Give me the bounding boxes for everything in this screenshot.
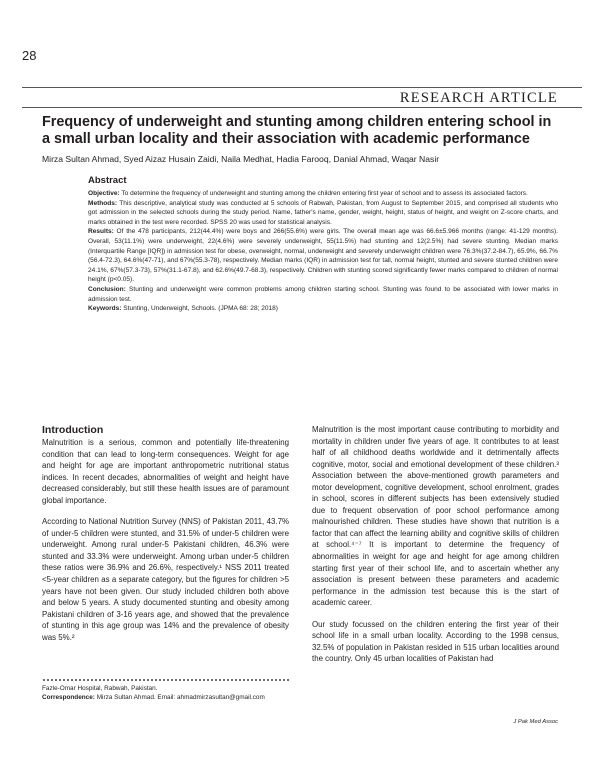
header-rule-top bbox=[22, 87, 582, 88]
header-rule-bottom bbox=[22, 107, 582, 108]
introduction-heading: Introduction bbox=[42, 424, 104, 436]
right-column bbox=[312, 424, 559, 665]
journal-footer: J Pak Med Assoc bbox=[513, 719, 558, 725]
objective-label: Objective: bbox=[88, 190, 120, 197]
abstract-keywords bbox=[88, 304, 558, 314]
intro-paragraph-2: According to National Nutrition Survey (NNS) of Pakistan 2011, 43.7% of under-5 children were stunted, and 31.5% of under-5 children were underweight. Among rural under-5 Pakistani children, 46.3% were stunted and 33.3% were underweight. Among urban under-5 children these ratios were 36.9% and 26.6%, respectively.¹ NSS 2011 treated <5-year children as a separate category, but the figures for children >5 years have not been given. Our study included children both above and below 5 years. A study documented stunting and obesity among Pakistani children of 3-16 years age, and showed that the prevalence of stunting in this age group was 14% and the prevalence of obesity was 5%.² bbox=[42, 517, 289, 642]
abstract-results bbox=[88, 227, 558, 285]
footnote-separator bbox=[42, 679, 289, 681]
article-title: Frequency of underweight and stunting among children entering school in a small urban locality and their association with academic performance bbox=[42, 114, 552, 147]
correspondence-text: Mirza Sultan Ahmad. Email: ahmadmirzasultan@gmail.com bbox=[94, 694, 265, 702]
correspondence-label: Correspondence: bbox=[42, 694, 95, 702]
footnote bbox=[42, 684, 302, 703]
abstract-conclusion bbox=[88, 285, 558, 304]
page-number: 28 bbox=[22, 48, 37, 63]
section-label: RESEARCH ARTICLE bbox=[399, 90, 558, 106]
affiliation: Fazle-Omar Hospital, Rabwah, Pakistan. bbox=[42, 685, 158, 692]
abstract-objective bbox=[88, 189, 558, 199]
abstract bbox=[88, 175, 558, 314]
conclusion-label: Conclusion: bbox=[88, 285, 126, 293]
methods-label: Methods: bbox=[88, 199, 118, 207]
intro-paragraph-4: Our study focussed on the children entering the first year of their school life in a small urban locality. According to the 1998 census, 32.5% of population in Pakistan resided in 515 urban localities around the country. Only 45 urban localities of Pakistan had bbox=[312, 619, 559, 664]
keywords-label: Keywords: bbox=[88, 305, 122, 313]
intro-paragraph-1: Malnutrition is a serious, common and potentially life-threatening condition that can lead to long-term consequences. Weight for age and height for age are important anthropometric nutritional status indices. In recent decades, abnormalities of weight and height have decreased considerably, but still these health issues are of paramount global importance. bbox=[42, 438, 289, 505]
objective-text: To determine the frequency of underweight and stunting among the children entering first year of school and to assess its associated factors. bbox=[119, 190, 528, 197]
conclusion-text: Stunting and underweight were common problems among children starting school. Stunting was found to be associated with lower marks in admission test. bbox=[88, 285, 558, 303]
abstract-methods bbox=[88, 199, 558, 228]
author-list: Mirza Sultan Ahmad, Syed Aizaz Husain Zaidi, Naila Medhat, Hadia Farooq, Danial Ahmad, Waqar Nasir bbox=[42, 154, 440, 164]
correspondence bbox=[42, 693, 302, 702]
results-text: Of the 478 participants, 212(44.4%) were boys and 266(55.6%) were girls. The overall mean age was 66.6±5.966 months (range: 41-129 months). Overall, 53(11.1%) were underweight, 22(4.6%) were severely underweight, 55(11.5%) had stunting and 12(2.5%) had severe stunting. Median marks (Interquartile Range [IQR]) in admission test for obese, overweight, normal, underweight and severely underweight children were 76.3%(37.2-84.7), 65.9%, 66.7%(56.4-72.3), 64.6%(47-71), and 67%(55.3-78), respectively. Median marks (IQR) in admission test for tall, normal height, stunted and severe stunted children were 24.1%, 67%(57.3-73), 57%(31.1-67.8), and 62.6%(49.7-68.3), respectively. Children with stunting scored significantly fewer marks compared to children of normal height (p<0.05). bbox=[88, 228, 558, 284]
keywords-text: Stunting, Underweight, Schools. (JPMA 68: 28; 2018) bbox=[121, 305, 278, 313]
abstract-heading: Abstract bbox=[88, 175, 127, 186]
results-label: Results: bbox=[88, 228, 114, 236]
methods-text: This descriptive, analytical study was conducted at 5 schools of Rabwah, Pakistan, from August to September 2015, and comprised all students who got admission in the selected schools during the study period. Name, father's name, gender, weight, height, status of height, and weight on Z-score charts, and marks obtained in the test were recorded. SPSS 20 was used for statistical analysis. bbox=[88, 199, 558, 226]
intro-paragraph-3: Malnutrition is the most important cause contributing to morbidity and mortality in children under five years of age. It contributes to at least half of all childhood deaths worldwide and it detrimentally affects cognitive, motor, social and emotional development of these children.³ Association between the above-mentioned growth parameters and motor development, cognitive development, school enrolment, grades in school, scores in different subjects has been extensively studied due to frequent observation of poor school performance among malnourished children. These studies have shown that nutrition is a factor that can affect the learning ability and cognitive skills of children at school.⁴⁻⁷ It is important to determine the frequency of abnormalities in weight for age and height for age among children starting first year of their school life, and to ascertain whether any association is present between these parameters and academic performance in the admission test because this is the start of academic career. bbox=[312, 425, 559, 608]
left-column bbox=[42, 437, 289, 643]
